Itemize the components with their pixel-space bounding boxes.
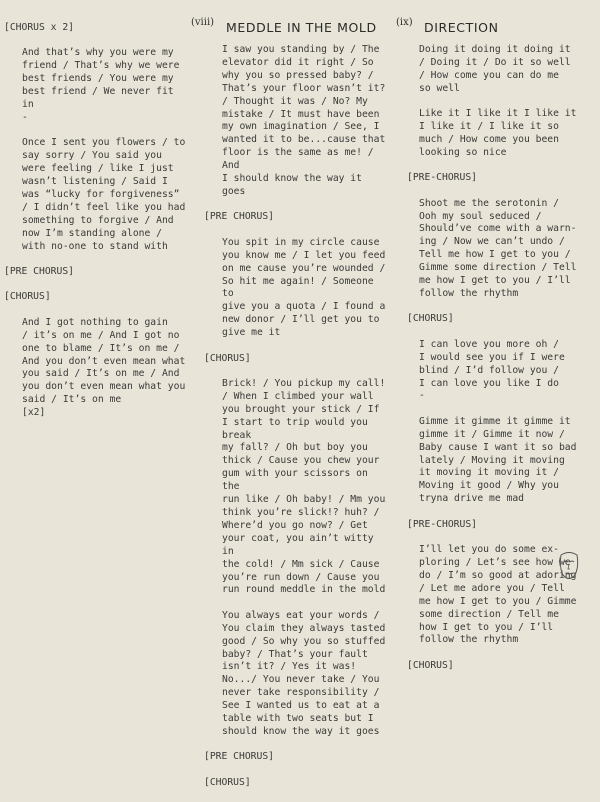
lyrics-blocks xyxy=(397,44,593,685)
lyric-stanza: You spit in my circle cause you know me / I let you feed on me cause you’re wounded / So hit me again! / Someone to give you a quota / I found a new donor / I’ll get you to give me it xyxy=(222,236,386,339)
lyric-stanza: Shoot me the serotonin / Ooh my soul seduced / Should’ve come with a warn- ing / Now we can’t undo / Tell me how I get to you / Gimme some direction / Tell me how I get to you / I’ll follow the rhythm xyxy=(419,197,577,299)
lyric-stanza: I’ll let you do some ex- ploring / Let’s see how we do / I’m so good at adoring / Let me adore you / Tell me how I get to you / Gimme some direction / Tell me how I get to you / I’ll follow the rhythm xyxy=(419,544,577,646)
song-title-meddle-in-the-mold: MEDDLE IN THE MOLD xyxy=(226,20,377,35)
section-label: [PRE CHORUS] xyxy=(204,211,274,223)
lyric-stanza: Once I sent you flowers / to say sorry / You said you were feeling / like I just wasn’t listening / Said I was “lucky for forgiveness” / I didn’t feel like you had something to forgive / And now I’m standing alone / with no-one to stand with xyxy=(22,137,186,252)
section-label: [CHORUS] xyxy=(204,352,251,364)
section-label: [PRE-CHORUS] xyxy=(407,518,477,530)
section-label: [CHORUS] xyxy=(4,291,51,303)
lyrics-blocks xyxy=(4,22,190,433)
section-label: [PRE CHORUS] xyxy=(204,751,274,763)
lyric-stanza: Like it I like it I like it I like it / I like it so much / How come you been looking so nice xyxy=(419,108,577,158)
lyric-stanza: I saw you standing by / The elevator did it right / So why you so pressed baby? / That’s your floor wasn’t it? / Thought it was / No? My mistake / It must have been my own imagination / See, I wanted it to be...cause that floor is the same as me! / And I should know the way it goes xyxy=(222,44,386,197)
section-label: [CHORUS x 2] xyxy=(4,22,74,33)
lyric-stanza: Doing it doing it doing it / Doing it / Do it so well / How come you can do me so well xyxy=(419,44,571,94)
section-label: [PRE-CHORUS] xyxy=(407,172,477,184)
lyric-stanza: Gimme it gimme it gimme it gimme it / Gimme it now / Baby cause I want it so bad lately / Moving it moving it moving it moving it / Moving it good / Why you tryna drive me mad xyxy=(419,415,577,505)
section-label: [PRE CHORUS] xyxy=(4,266,74,277)
section-label: [CHORUS] xyxy=(204,776,251,788)
lyrics-blocks xyxy=(200,44,390,802)
section-label: [CHORUS] xyxy=(407,659,454,671)
lyric-stanza: And I got nothing to gain / it’s on me / And I got no one to blame / It’s on me / And you don’t even mean what you said / It’s on me / And you don’t even mean what you said / It’s on me [x2] xyxy=(22,316,186,419)
track-number-ix: (ix) xyxy=(396,17,413,28)
lyric-stanza: Brick! / You pickup my call! / When I climbed your wall you brought your stick / If I start to trip would you break my fall? / Oh but boy you thick / Cause you chew your gum with your scissors on the run like / Oh baby! / Mm you think you’re slick!? huh? / Where’d you go now? / Get your coat, you ain’t witty in the cold! / Mm sick / Cause you’re run down / Cause you run round meddle in the mold xyxy=(222,377,386,596)
song-title-direction: DIRECTION xyxy=(424,20,499,35)
theatre-mask-icon xyxy=(558,551,580,581)
lyric-stanza: I can love you more oh / I would see you if I were blind / I’d follow you / I can love you like I do - xyxy=(419,338,565,402)
track-number-viii: (viii) xyxy=(191,17,215,28)
lyric-stanza: And that’s why you were my friend / That’s why we were best friends / You were my best friend / We never fit in - xyxy=(22,47,180,123)
lyric-stanza: You always eat your words / You claim they always tasted good / So why you so stuffed baby? / That’s your fault isn’t it? / Yes it was! No.../ You never take / You never take responsibility / See I wanted us to eat at a table with two seats but I should know the way it goes xyxy=(222,609,386,737)
section-label: [CHORUS] xyxy=(407,313,454,325)
